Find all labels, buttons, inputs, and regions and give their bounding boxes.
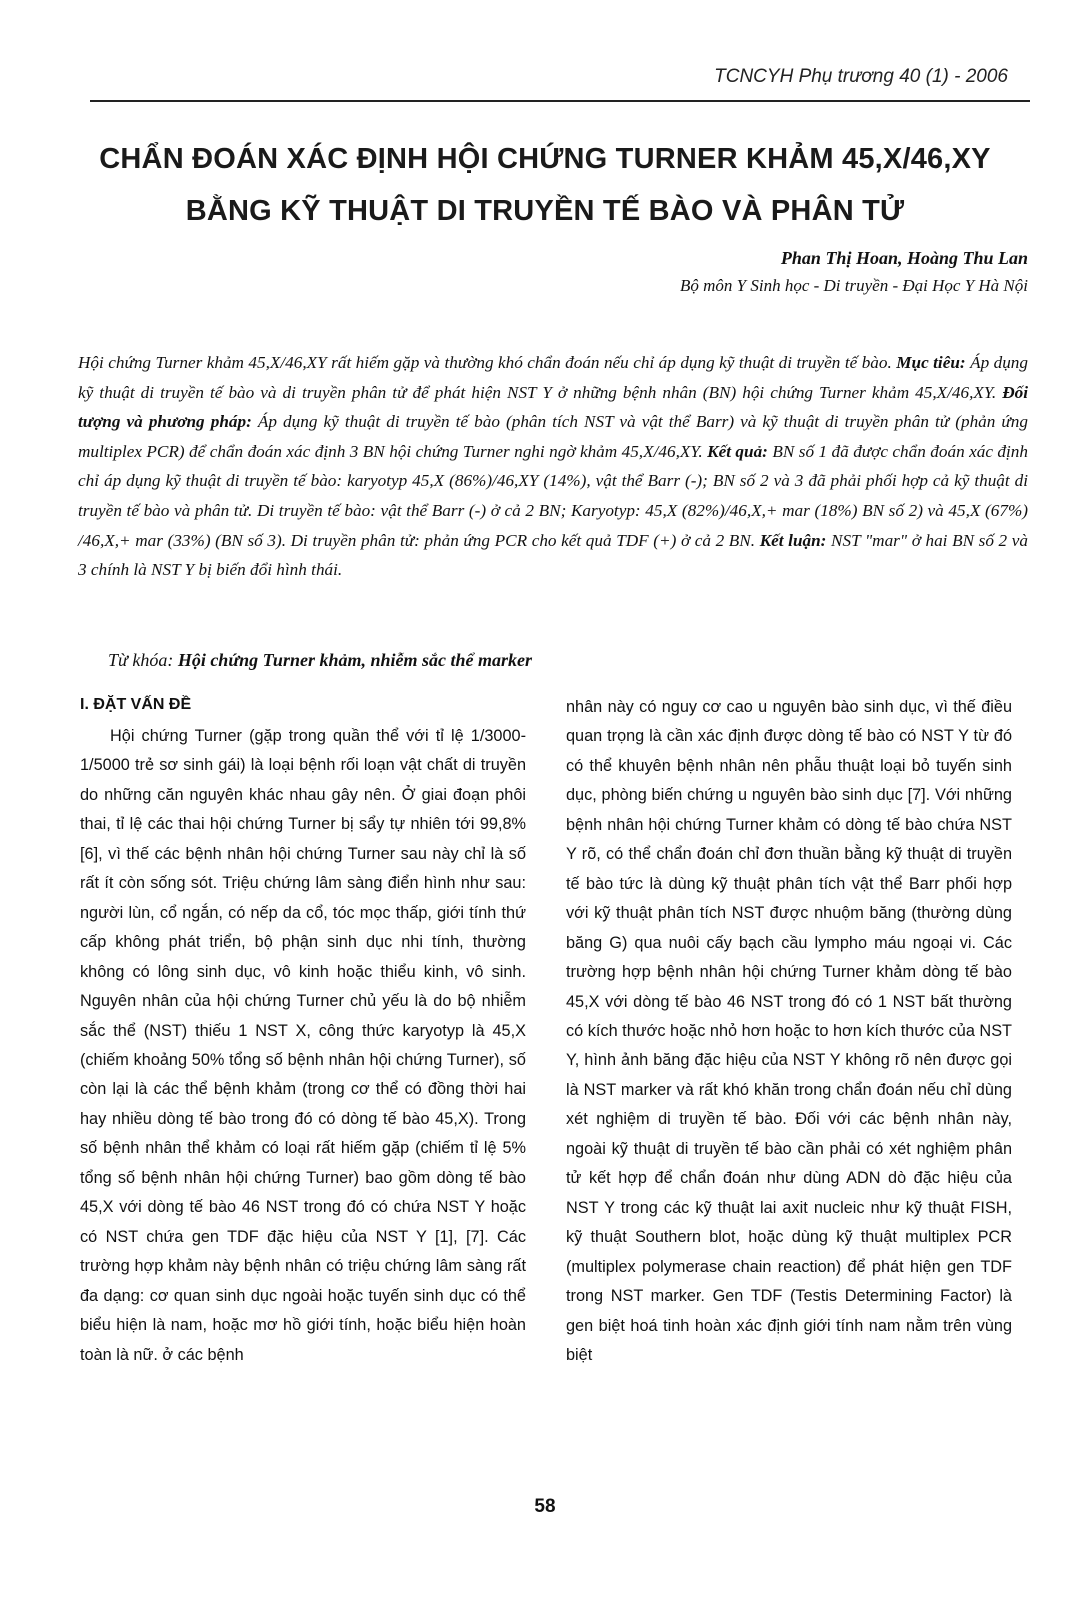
left-column [80,690,526,1370]
keywords-text: Hội chứng Turner khảm, nhiễm sắc thể marker [173,650,532,670]
article-title [60,133,1030,237]
right-column [566,693,1012,1370]
abstract-aim-text: Áp dụng kỹ thuật di truyền tế bào và di truyền phân tử để phát hiện NST Y ở những bệnh nhân (BN) hội chứng Turner khảm 45,X/46,XY. [78,353,1028,402]
authors: Phan Thị Hoan, Hoàng Thu Lan [780,248,1028,268]
affiliation: Bộ môn Y Sinh học - Di truyền - Đại Học Y Hà Nội [679,276,1028,295]
abstract-intro: Hội chứng Turner khảm 45,X/46,XY rất hiếm gặp và thường khó chẩn đoán nếu chỉ áp dụng kỹ thuật di truyền tế bào. [78,353,897,372]
title-line-1: CHẨN ĐOÁN XÁC ĐỊNH HỘI CHỨNG TURNER KHẢM 45,X/46,XY [99,143,991,175]
keywords-label: Từ khóa: [108,650,174,670]
page-number: 58 [534,1496,556,1517]
header-rule [90,100,1030,102]
right-column-paragraph: nhân này có nguy cơ cao u nguyên bào sinh dục, vì thế điều quan trọng là cần xác định được dòng tế bào có NST Y từ đó có thể khuyên bệnh nhân nên phẫu thuật loại bỏ tuyến sinh dục, phòng biến chứng u nguyên bào sinh dục [7]. Với những bệnh nhân hội chứng Turner khảm có dòng tế bào chứa NST Y rõ, có thể chẩn đoán chỉ đơn thuần bằng kỹ thuật di truyền tế bào tức là dùng kỹ thuật phân tích vật thể Barr phối hợp với kỹ thuật phân tích NST được nhuộm băng (thường dùng băng G) qua nuôi cấy bạch cầu lympho máu ngoại vi. Các trường hợp bệnh nhân hội chứng Turner khảm dòng tế bào 45,X với dòng tế bào 46 NST trong đó có 1 NST bất thường có kích thước hoặc nhỏ hơn hoặc to hơn kích thước của NST Y, hình ảnh băng đặc hiệu của NST Y không rõ nên được gọi là NST marker và rất khó khăn trong chẩn đoán nếu chỉ dùng xét nghiệm di truyền tế bào. Đối với các bệnh nhân này, ngoài kỹ thuật di truyền tế bào cần phải có xét nghiệm phân tử kết hợp để chẩn đoán như dùng ADN dò đặc hiệu của NST Y trong các kỹ thuật lai axit nucleic như kỹ thuật FISH, kỹ thuật Southern blot, hoặc dùng kỹ thuật multiplex PCR (multiplex polymerase chain reaction) để phát hiện gen TDF trong NST marker. Gen TDF (Testis Determining Factor) là gen biệt hoá tinh hoàn xác định giới tính nam nằm trên vùng biệt [566,698,1012,1364]
abstract-methods-text: Áp dụng kỹ thuật di truyền tế bào (phân tích NST và vật thể Barr) và kỹ thuật di truyền phân tử (phản ứng multiplex PCR) để chẩn đoán xác định 3 BN hội chứng Turner nghi ngờ khảm 45,X/46,XY. [78,412,1028,461]
keywords [108,650,532,671]
abstract [78,348,1028,585]
abstract-results-text: BN số 1 đã được chẩn đoán xác định chỉ áp dụng kỹ thuật di truyền tế bào: karyotyp 45,X (86%)/46,XY (14%), vật thể Barr (-); BN số 2 và 3 đã phải phối hợp cả kỹ thuật di truyền tế bào và phân tử. Di truyền tế bào: vật thể Barr (-) ở cả 2 BN; Karyotyp: 45,X (82%)/46,X,+ mar (18%) BN số 2) và 45,X (67%) /46,X,+ mar (33%) (BN số 3). Di truyền phân tử: phản ứng PCR cho kết quả TDF (+) ở cả 2 BN. [78,441,1028,550]
abstract-conclusion-label: Kết luận: [759,530,827,550]
section-heading: I. ĐẶT VẤN ĐỀ [80,696,192,713]
left-column-paragraph: Hội chứng Turner (gặp trong quần thể với tỉ lệ 1/3000-1/5000 trẻ sơ sinh gái) là loại bệnh rối loạn vật chất di truyền do những căn nguyên khác nhau gây nên. Ở giai đoạn phôi thai, tỉ lệ các thai hội chứng Turner bị sẩy tự nhiên tới 99,8% [6], vì thế các bệnh nhân hội chứng Turner sau này chỉ là số rất ít còn sống sót. Triệu chứng lâm sàng điển hình như sau: người lùn, cổ ngắn, có nếp da cổ, tóc mọc thấp, giới tính thứ cấp không phát triển, bộ phận sinh dục nhi tính, thường không có lông sinh dục, vô kinh hoặc thiểu kinh, vô sinh. Nguyên nhân của hội chứng Turner chủ yếu là do bộ nhiễm sắc thể (NST) thiếu 1 NST X, công thức karyotyp là 45,X (chiếm khoảng 50% tổng số bệnh nhân hội chứng Turner), số còn lại là các thể bệnh khảm (trong cơ thể có đồng thời hai hay nhiều dòng tế bào trong đó có dòng tế bào 45,X). Trong số bệnh nhân thể khảm có loại rất hiếm gặp (chiếm tỉ lệ 5% tổng số bệnh nhân hội chứng Turner) bao gồm dòng tế bào 45,X với dòng tế bào 46 NST trong đó có chứa NST Y hoặc có NST chứa gen TDF đặc hiệu của NST Y [1], [7]. Các trường hợp khảm này bệnh nhân có triệu chứng lâm sàng rất đa dạng: cơ quan sinh dục ngoài hoặc tuyến sinh dục có thể biểu hiện là nam, hoặc mơ hồ giới tính, hoặc biểu hiện hoàn toàn là nữ. ở các bệnh [80,727,526,1364]
abstract-conclusion-text: NST "mar" ở hai BN số 2 và 3 chính là NST Y bị biến đổi hình thái. [78,530,1028,580]
journal-header: TCNCYH Phụ trương 40 (1) - 2006 [714,66,1008,87]
title-line-2: BẰNG KỸ THUẬT DI TRUYỀN TẾ BÀO VÀ PHÂN TỬ [185,195,905,227]
abstract-results-label: Kết quả: [707,441,768,461]
abstract-methods-label: Đối tượng và phương pháp: [78,382,1028,432]
abstract-aim-label: Mục tiêu: [896,353,966,372]
